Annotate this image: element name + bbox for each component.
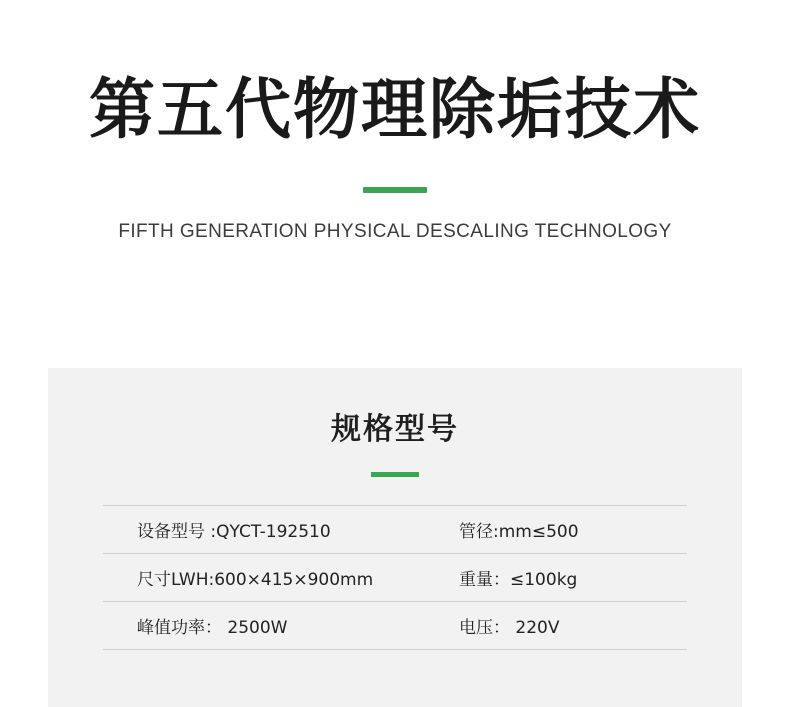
- spec-cell: 峰值功率： 2500W: [137, 618, 288, 638]
- spec-cell: 管径:mm≤500: [459, 522, 579, 542]
- table-row: [103, 554, 687, 602]
- hero-accent-divider: [363, 187, 427, 193]
- specification-panel: [48, 368, 742, 707]
- page-title: 第五代物理除垢技术: [89, 71, 701, 148]
- table-row: [103, 506, 687, 554]
- hero-subtitle: FIFTH GENERATION PHYSICAL DESCALING TECHNOLOGY: [118, 220, 672, 242]
- table-row: [103, 602, 687, 650]
- hero-section: [0, 0, 790, 243]
- spec-panel-title: 规格型号: [331, 412, 459, 447]
- spec-cell: 重量：≤100kg: [459, 570, 578, 590]
- spec-cell: 设备型号 :QYCT-192510: [137, 522, 331, 542]
- spec-table: [103, 505, 687, 650]
- spec-accent-divider: [371, 472, 419, 477]
- spec-cell: 尺寸LWH:600×415×900mm: [137, 570, 374, 590]
- spec-cell: 电压： 220V: [459, 618, 560, 638]
